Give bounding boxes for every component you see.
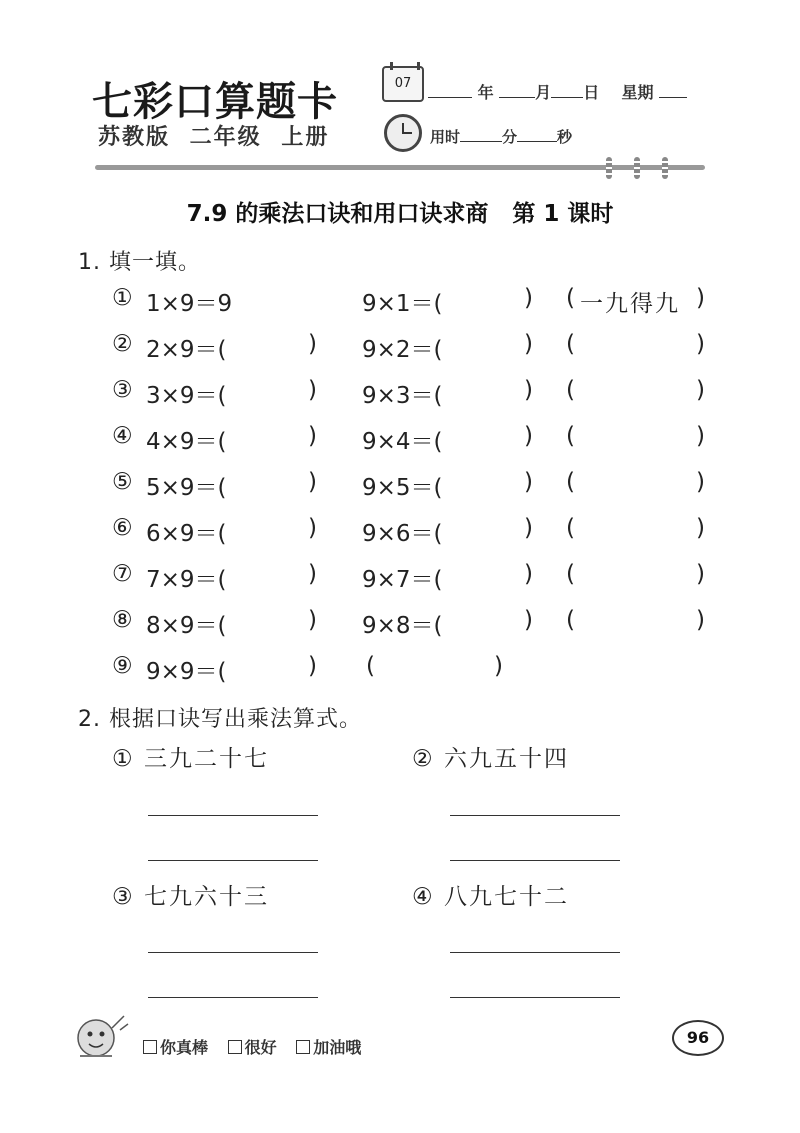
fill-row [0,469,800,499]
mnemonic-blank-end: ) [696,285,705,311]
mnemonic-blank-end: ) [696,515,705,541]
answer-blank[interactable]: ) [524,331,533,357]
equation-left: 3×9＝( [146,383,227,409]
answer-blank[interactable]: ) [308,653,317,679]
rating-label: 你真棒 [160,1038,209,1057]
mnemonic-blank[interactable]: ( [566,285,575,311]
answer-line[interactable] [148,815,318,816]
mnemonic-blank[interactable]: ( [566,377,575,403]
answer-blank[interactable]: ) [308,331,317,357]
mascot-illustration [70,1008,132,1066]
edition-label: 苏教版 二年级 上册 [98,125,330,150]
mnemonic-item [112,740,269,773]
equation-left: 5×9＝( [146,475,227,501]
answer-blank[interactable]: ) [524,469,533,495]
lesson-title: 7.9 的乘法口诀和用口诀求商 第 1 课时 [186,201,614,227]
equation-left: 2×9＝( [146,337,227,363]
mnemonic-text: 三九二十七 [143,746,269,772]
rating-label: 很好 [244,1038,277,1057]
item-number: ① [112,746,135,772]
mnemonic-item [112,878,269,911]
mnemonic-blank[interactable]: ( [366,653,375,679]
mnemonic-text: 八九七十二 [443,884,569,910]
fill-row [0,561,800,591]
equation-right: 9×4＝( [362,429,443,455]
header-divider [95,165,705,170]
mnemonic-text: 一九得九 [580,291,680,317]
answer-line[interactable] [450,997,620,998]
mnemonic-blank-end: ) [696,607,705,633]
row-number: ④ [112,423,133,449]
answer-line[interactable] [148,952,318,953]
equation-left: 6×9＝( [146,521,227,547]
date-weekday-label: 星期 [621,83,654,102]
date-day-label: 日 [583,83,600,102]
equation-right: 9×2＝( [362,337,443,363]
answer-line[interactable] [450,860,620,861]
rating-option[interactable] [228,1038,277,1057]
mnemonic-blank[interactable]: ( [566,561,575,587]
rating-option[interactable] [296,1038,361,1057]
answer-blank[interactable]: ) [524,561,533,587]
answer-blank[interactable]: ) [524,607,533,633]
answer-blank[interactable]: ) [308,377,317,403]
mnemonic-item [412,878,569,911]
item-number: ② [412,746,435,772]
equation-right: 9×1＝( [362,291,443,317]
time-second-label: 秒 [557,128,573,146]
mnemonic-blank-end: ) [696,331,705,357]
mnemonic-blank[interactable]: ( [566,423,575,449]
row-number: ③ [112,377,133,403]
divider-bead [634,157,640,179]
date-month-label: 月 [535,83,552,102]
rating-label: 加油哦 [313,1038,362,1057]
row-number: ⑦ [112,561,133,587]
row-number: ⑥ [112,515,133,541]
fill-row [0,515,800,545]
calendar-icon [382,66,424,102]
rating-option[interactable] [143,1038,208,1057]
brand-title: 七彩口算题卡 [92,79,338,125]
mnemonic-text: 六九五十四 [443,746,569,772]
section2-title: 2. 根据口诀写出乘法算式。 [78,707,362,732]
checkbox[interactable] [228,1040,242,1054]
equation-right: 9×3＝( [362,383,443,409]
answer-blank[interactable]: ) [308,469,317,495]
equation-right: 9×5＝( [362,475,443,501]
answer-line[interactable] [450,952,620,953]
answer-blank[interactable]: ) [308,607,317,633]
divider-bead [606,157,612,179]
checkbox[interactable] [296,1040,310,1054]
answer-line[interactable] [148,860,318,861]
answer-blank[interactable]: ) [308,423,317,449]
mnemonic-blank-end: ) [494,653,503,679]
equation-left: 4×9＝( [146,429,227,455]
mnemonic-blank-end: ) [696,377,705,403]
answer-blank[interactable]: ) [524,377,533,403]
answer-line[interactable] [450,815,620,816]
calendar-day: 07 [394,76,412,91]
answer-blank[interactable]: ) [524,285,533,311]
equation-left: 8×9＝( [146,613,227,639]
equation-right: 9×8＝( [362,613,443,639]
answer-line[interactable] [148,997,318,998]
section1-title: 1. 填一填。 [78,250,201,275]
fill-row [0,653,800,683]
mnemonic-blank[interactable]: ( [566,607,575,633]
date-year-label: 年 [477,83,494,102]
equation-left: 9×9＝( [146,659,227,685]
equation-right: 9×7＝( [362,567,443,593]
mnemonic-blank[interactable]: ( [566,331,575,357]
answer-blank[interactable]: ) [524,423,533,449]
date-line [428,80,687,103]
fill-row [0,285,800,315]
time-line [430,126,572,147]
mnemonic-blank[interactable]: ( [566,515,575,541]
answer-blank[interactable]: ) [524,515,533,541]
item-number: ④ [412,884,435,910]
time-minute-label: 分 [502,128,518,146]
answer-blank[interactable]: ) [308,515,317,541]
answer-blank[interactable]: ) [308,561,317,587]
mnemonic-blank-end: ) [696,469,705,495]
mnemonic-blank[interactable]: ( [566,469,575,495]
equation-right: 9×6＝( [362,521,443,547]
page-number: 96 [672,1020,724,1056]
rating-options [143,1035,375,1058]
time-used-label: 用时 [430,128,461,146]
fill-row [0,607,800,637]
fill-row [0,423,800,453]
divider-bead [662,157,668,179]
row-number: ⑨ [112,653,133,679]
item-number: ③ [112,884,135,910]
mnemonic-blank-end: ) [696,561,705,587]
row-number: ② [112,331,133,357]
row-number: ① [112,285,133,311]
row-number: ⑧ [112,607,133,633]
mnemonic-item [412,740,569,773]
fill-row [0,377,800,407]
fill-row [0,331,800,361]
mnemonic-blank-end: ) [696,423,705,449]
equation-left: 7×9＝( [146,567,227,593]
mnemonic-text: 七九六十三 [143,884,269,910]
row-number: ⑤ [112,469,133,495]
clock-icon [384,114,422,152]
checkbox[interactable] [143,1040,157,1054]
equation-left: 1×9＝9 [146,291,233,317]
